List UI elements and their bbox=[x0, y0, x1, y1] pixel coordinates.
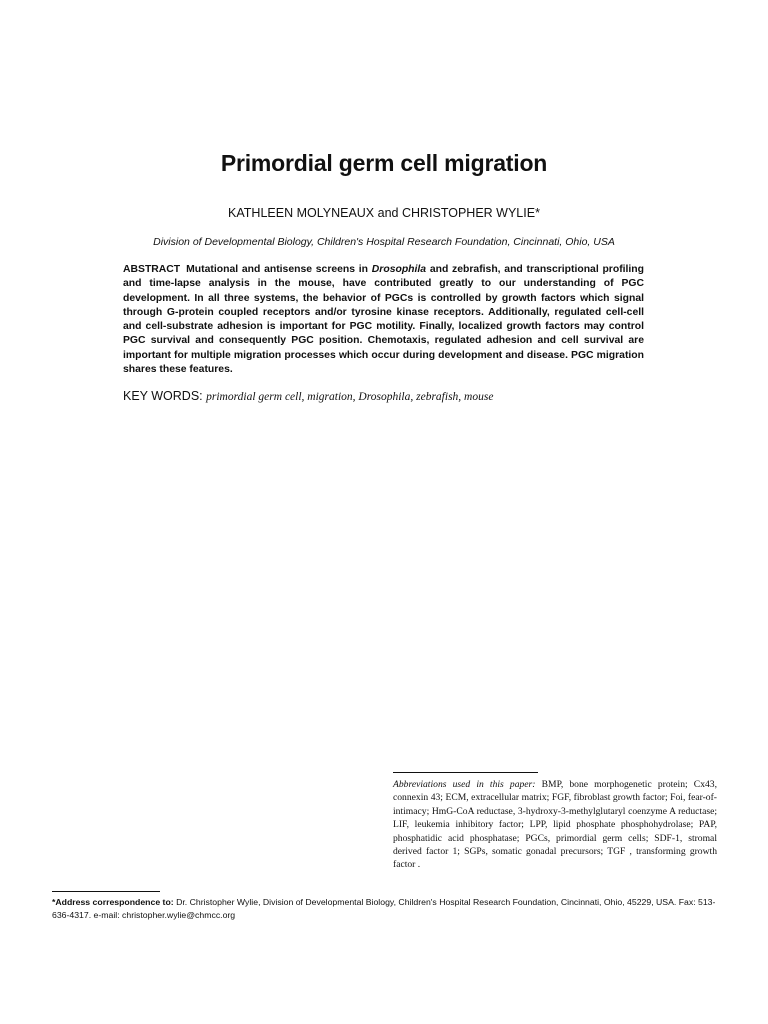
abstract-text-start: Mutational and antisense screens in bbox=[186, 264, 372, 275]
abbreviations-text: BMP, bone morphogenetic protein; Cx43, connexin 43; ECM, extracellular matrix; FGF, fibroblast growth factor; Foi, fear-of-intimacy; HmG-CoA reductase, 3-hydroxy-3-methylglutaryl coenzyme A reductase; LIF, leukemia inhibitory factor; LPP, lipid phosphate phosphohydrolase; PAP, phosphatidic acid phosphatase; PGCs, primordial germ cells; SDF-1, stromal derived factor 1; SGPs, somatic gonadal precursors; TGF , transforming growth factor . bbox=[393, 779, 717, 871]
abstract-label: ABSTRACT bbox=[123, 264, 181, 275]
correspondence-text: Dr. Christopher Wylie, Division of Developmental Biology, Children's Hospital Research Foundation, Cincinnati, Ohio, 45229, USA. Fax: 513-636-4317. e-mail: christopher.wylie@chmcc.org bbox=[52, 897, 716, 920]
keywords-values: primordial germ cell, migration, Drosophila, zebrafish, mouse bbox=[206, 391, 494, 403]
abstract bbox=[123, 263, 644, 377]
abbreviations-label: Abbreviations used in this paper: bbox=[393, 779, 536, 790]
keywords-label: KEY WORDS: bbox=[123, 389, 203, 403]
address-divider bbox=[52, 891, 160, 892]
correspondence-label: *Address correspondence to: bbox=[52, 897, 174, 907]
author-list: KATHLEEN MOLYNEAUX and CHRISTOPHER WYLIE* bbox=[228, 206, 540, 220]
abstract-italic-term: Drosophila bbox=[371, 264, 427, 275]
correspondence-footnote bbox=[52, 896, 724, 921]
abbreviations-footnote bbox=[393, 778, 717, 872]
abstract-text-rest: and zebrafish, and transcriptional profiling and time-lapse analysis in the mouse, have contributed greatly to our understanding of PGC development. In all three systems, the behavior of PGCs is controlled by growth factors which signal through G-protein coupled receptors and/or tyrosine kinase receptors. Additionally, regulated cell-cell and cell-substrate adhesion is important for PGC motility. Finally, localized growth factors may control PGC survival and consequently PGC position. Chemotaxis, regulated adhesion and cell survival are important for multiple migration processes which occur during development and disease. PGC migration shares these features. bbox=[123, 264, 645, 376]
keywords bbox=[123, 389, 683, 403]
abbreviations-divider bbox=[393, 772, 538, 773]
paper-title: Primordial germ cell migration bbox=[220, 150, 548, 176]
affiliation: Division of Developmental Biology, Children's Hospital Research Foundation, Cincinnati, Ohio, USA bbox=[153, 236, 615, 248]
